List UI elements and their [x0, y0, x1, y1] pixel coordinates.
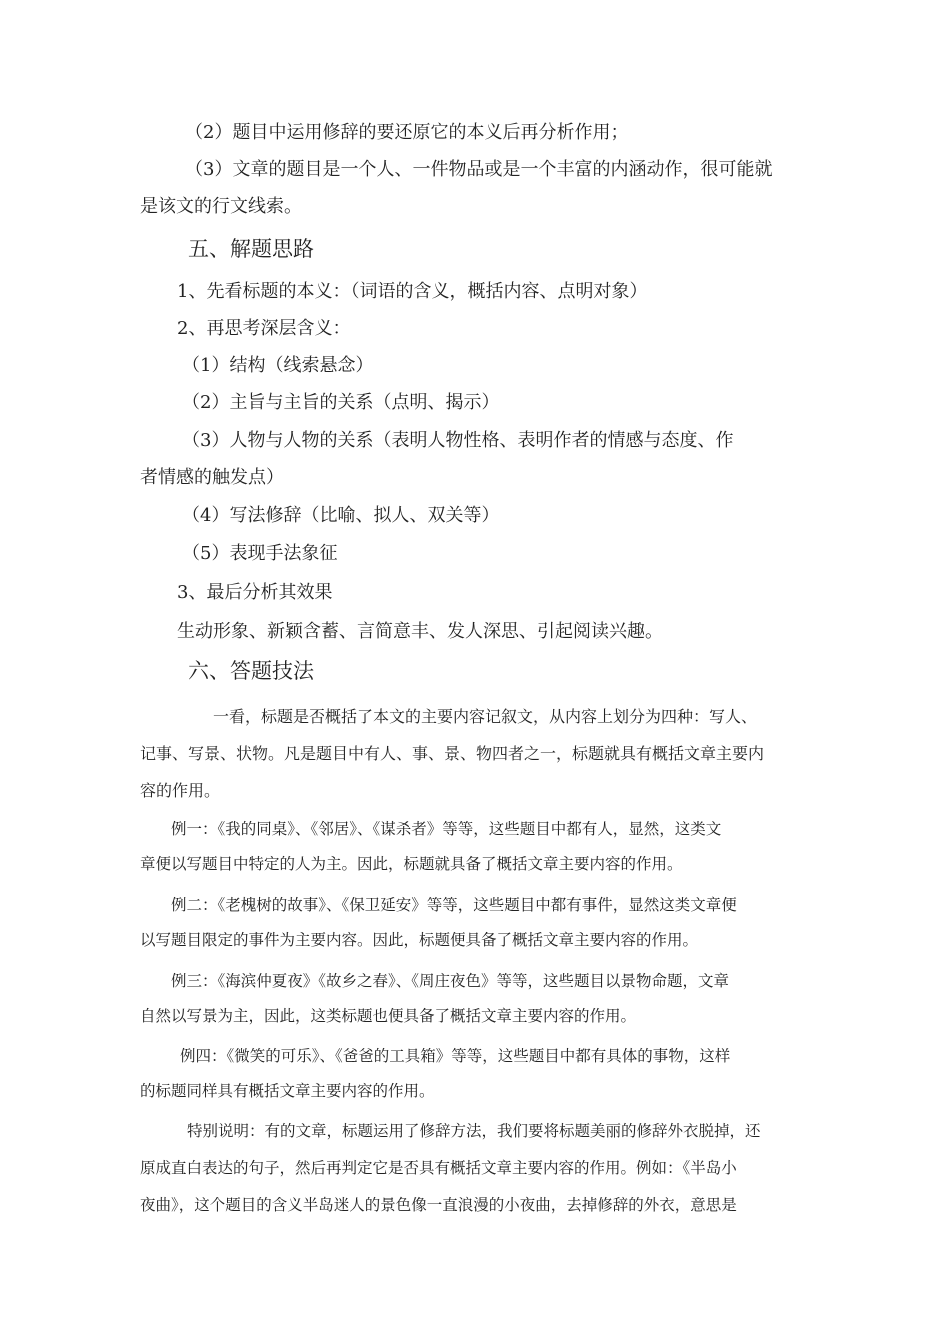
example-3-line-2: 自然以写景为主，因此，这类标题也便具备了概括文章主要内容的作用。 — [140, 1007, 637, 1025]
step-2: 2、再思考深层含义： — [177, 318, 351, 339]
sub-item-3-line-1: （3）人物与人物的关系（表明人物性格、表明作者的情感与态度、作 — [182, 430, 734, 451]
intro-line-2: 记事、写景、状物。凡是题目中有人、事、景、物四者之一，标题就具有概括文章主要内 — [140, 744, 765, 763]
paragraph-item-2: （2）题目中运用修辞的要还原它的本义后再分析作用； — [185, 122, 629, 143]
step-3: 3、最后分析其效果 — [177, 582, 333, 603]
example-4-line-2: 的标题同样具有概括文章主要内容的作用。 — [140, 1082, 435, 1100]
sub-item-4: （4）写法修辞（比喻、拟人、双关等） — [182, 505, 500, 526]
sub-item-3-line-2: 者情感的触发点） — [140, 467, 284, 488]
paragraph-item-3-line-1: （3）文章的题目是一个人、一件物品或是一个丰富的内涵动作，很可能就 — [185, 159, 773, 180]
example-1-line-2: 章便以写题目中特定的人为主。因此，标题就具备了概括文章主要内容的作用。 — [140, 855, 683, 873]
effects-list: 生动形象、新颖含蓄、言简意丰、发人深思、引起阅读兴趣。 — [177, 621, 663, 642]
note-line-2: 原成直白表达的句子，然后再判定它是否具有概括文章主要内容的作用。例如：《半岛小 — [140, 1159, 737, 1177]
note-line-3: 夜曲》，这个题目的含义半岛迷人的景色像一直浪漫的小夜曲，去掉修辞的外衣，意思是 — [140, 1196, 737, 1214]
intro-line-1: 一看，标题是否概括了本文的主要内容记叙文，从内容上划分为四种：写人、 — [213, 707, 758, 726]
example-1-line-1: 例一：《我的同桌》、《邻居》、《谋杀者》等等，这些题目中都有人，显然，这类文 — [171, 820, 722, 838]
intro-line-3: 容的作用。 — [140, 781, 221, 800]
sub-item-1: （1）结构（线索悬念） — [182, 355, 374, 376]
step-1: 1、先看标题的本义：（词语的含义，概括内容、点明对象） — [177, 281, 648, 302]
sub-item-2: （2）主旨与主旨的关系（点明、揭示） — [182, 392, 500, 413]
note-line-1: 特别说明：有的文章，标题运用了修辞方法，我们要将标题美丽的修辞外衣脱掉，还 — [187, 1122, 761, 1140]
section-heading-5: 五、解题思路 — [188, 237, 314, 261]
example-2-line-2: 以写题目限定的事件为主要内容。因此，标题便具备了概括文章主要内容的作用。 — [140, 931, 699, 949]
section-heading-6: 六、答题技法 — [188, 659, 314, 683]
example-2-line-1: 例二：《老槐树的故事》、《保卫延安》等等，这些题目中都有事件，显然这类文章便 — [171, 896, 737, 914]
example-4-line-1: 例四：《微笑的可乐》、《爸爸的工具箱》等等，这些题目中都有具体的事物，这样 — [180, 1047, 731, 1065]
sub-item-5: （5）表现手法象征 — [182, 543, 338, 564]
example-3-line-1: 例三：《海滨仲夏夜》《故乡之春》、《周庄夜色》等等，这些题目以景物命题，文章 — [171, 972, 730, 990]
paragraph-item-3-line-2: 是该文的行文线索。 — [140, 196, 302, 217]
